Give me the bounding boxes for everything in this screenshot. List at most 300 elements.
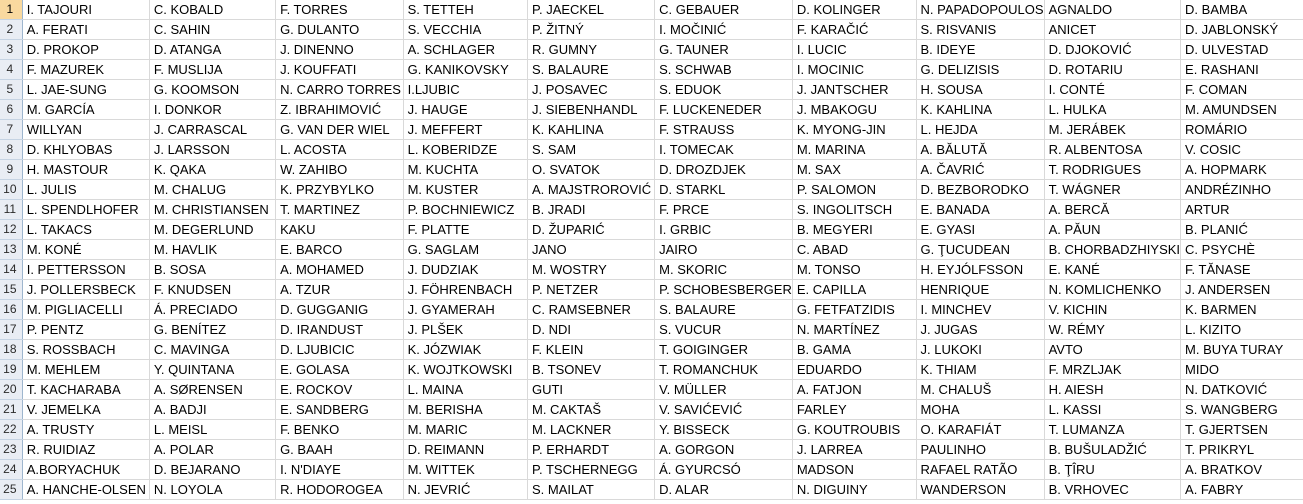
grid-cell[interactable]: D. IRANDUST (276, 320, 404, 340)
grid-cell[interactable]: FARLEY (792, 400, 916, 420)
grid-cell[interactable]: R. RUIDIAZ (22, 440, 149, 460)
grid-cell[interactable]: WILLYAN (22, 120, 149, 140)
table-row (0, 440, 1303, 460)
grid-cell[interactable]: N. KOMLICHENKO (1044, 280, 1180, 300)
grid-cell[interactable]: B. SOSA (149, 260, 275, 280)
grid-cell[interactable]: A. GORGON (655, 440, 793, 460)
grid-cell[interactable]: L. ACOSTA (276, 140, 404, 160)
grid-cell[interactable]: A. SØRENSEN (149, 380, 275, 400)
grid-cell[interactable]: L. HEJDA (916, 120, 1044, 140)
grid-cell[interactable]: J. MEFFERT (403, 120, 527, 140)
grid-cell[interactable]: D. BEJARANO (149, 460, 275, 480)
grid-cell[interactable]: D. ULVESTAD (1181, 40, 1303, 60)
grid-cell[interactable]: S. ROSSBACH (22, 340, 149, 360)
grid-cell[interactable]: A.BORYACHUK (22, 460, 149, 480)
table-row (0, 280, 1303, 300)
grid-cell[interactable]: S. SCHWAB (655, 60, 793, 80)
grid-cell[interactable]: P. SALOMON (792, 180, 916, 200)
grid-cell[interactable]: P. ŽITNÝ (527, 20, 654, 40)
grid-cell[interactable]: E. BARCO (276, 240, 404, 260)
grid-cell[interactable]: K. MYONG-JIN (792, 120, 916, 140)
grid-cell[interactable]: M. AMUNDSEN (1181, 100, 1303, 120)
grid-cell[interactable]: KAKU (276, 220, 404, 240)
grid-cell[interactable]: D. BEZBORODKO (916, 180, 1044, 200)
grid-cell[interactable]: D. LJUBICIC (276, 340, 404, 360)
grid-cell[interactable]: P. TSCHERNEGG (527, 460, 654, 480)
grid-cell[interactable]: J. JUGAS (916, 320, 1044, 340)
grid-cell[interactable]: G. SAGLAM (403, 240, 527, 260)
grid-cell[interactable]: J. MBAKOGU (792, 100, 916, 120)
grid-cell[interactable]: RAFAEL RATÃO (916, 460, 1044, 480)
row-header[interactable]: 25 (0, 480, 22, 500)
grid-cell[interactable]: B. IDEYE (916, 40, 1044, 60)
grid-cell[interactable]: T. GJERTSEN (1181, 420, 1303, 440)
grid-cell[interactable]: K. THIAM (916, 360, 1044, 380)
grid-cell[interactable]: M. WOSTRY (527, 260, 654, 280)
grid-cell[interactable]: H. MASTOUR (22, 160, 149, 180)
grid-cell[interactable]: J. CARRASCAL (149, 120, 275, 140)
grid-cell[interactable]: S. EDUOK (655, 80, 793, 100)
grid-cell[interactable]: J. LUKOKI (916, 340, 1044, 360)
grid-cell[interactable]: T. WÁGNER (1044, 180, 1180, 200)
grid-cell[interactable]: D. REIMANN (403, 440, 527, 460)
grid-cell[interactable]: M. SKORIC (655, 260, 793, 280)
row-header[interactable]: 24 (0, 460, 22, 480)
row-header[interactable]: 9 (0, 160, 22, 180)
row-header[interactable]: 2 (0, 20, 22, 40)
grid-cell[interactable]: T. PRIKRYL (1181, 440, 1303, 460)
grid-cell[interactable]: K. WOJTKOWSKI (403, 360, 527, 380)
grid-cell[interactable]: C. MAVINGA (149, 340, 275, 360)
grid-cell[interactable]: L. SPENDLHOFER (22, 200, 149, 220)
grid-cell[interactable]: A. PĂUN (1044, 220, 1180, 240)
grid-cell[interactable]: A. TZUR (276, 280, 404, 300)
grid-cell[interactable]: I. CONTÉ (1044, 80, 1180, 100)
grid-cell[interactable]: P. NETZER (527, 280, 654, 300)
grid-cell[interactable]: P. BOCHNIEWICZ (403, 200, 527, 220)
grid-cell[interactable]: J. FÖHRENBACH (403, 280, 527, 300)
grid-cell[interactable]: R. GUMNY (527, 40, 654, 60)
grid-cell[interactable]: A. MOHAMED (276, 260, 404, 280)
grid-cell[interactable]: G. KOUTROUBIS (792, 420, 916, 440)
grid-cell[interactable]: E. ROCKOV (276, 380, 404, 400)
grid-cell[interactable]: L. KASSI (1044, 400, 1180, 420)
table-row (0, 260, 1303, 280)
grid-cell[interactable]: O. KARAFIÁT (916, 420, 1044, 440)
grid-cell[interactable]: L. HULKA (1044, 100, 1180, 120)
grid-cell[interactable]: N. MARTÍNEZ (792, 320, 916, 340)
grid-cell[interactable]: MADSON (792, 460, 916, 480)
table-row (0, 360, 1303, 380)
grid-cell[interactable]: F. TĂNASE (1181, 260, 1303, 280)
grid-cell[interactable]: K. QAKA (149, 160, 275, 180)
grid-cell[interactable]: J. KOUFFATI (276, 60, 404, 80)
grid-cell[interactable]: G. KANIKOVSKY (403, 60, 527, 80)
grid-cell[interactable]: K. PRZYBYLKO (276, 180, 404, 200)
row-header[interactable]: 17 (0, 320, 22, 340)
grid-cell[interactable]: GUTI (527, 380, 654, 400)
grid-cell[interactable]: EDUARDO (792, 360, 916, 380)
grid-cell[interactable]: M. CHALUŠ (916, 380, 1044, 400)
grid-cell[interactable]: N. DIGUINY (792, 480, 916, 500)
grid-cell[interactable]: M. WITTEK (403, 460, 527, 480)
grid-cell[interactable]: M. LACKNER (527, 420, 654, 440)
table-row (0, 300, 1303, 320)
grid-cell[interactable]: B. GAMA (792, 340, 916, 360)
grid-cell[interactable]: V. SAVIĆEVIĆ (655, 400, 793, 420)
grid-cell[interactable]: B. BUŠULADŽIĆ (1044, 440, 1180, 460)
grid-cell[interactable]: D. KOLINGER (792, 0, 916, 20)
grid-cell[interactable]: C. RAMSEBNER (527, 300, 654, 320)
grid-cell[interactable]: M. PIGLIACELLI (22, 300, 149, 320)
grid-cell[interactable]: J. JANTSCHER (792, 80, 916, 100)
table-row (0, 100, 1303, 120)
grid-cell[interactable]: G. BENÍTEZ (149, 320, 275, 340)
grid-cell[interactable]: T. GOIGINGER (655, 340, 793, 360)
grid-cell[interactable]: F. BENKO (276, 420, 404, 440)
grid-cell[interactable]: R. HODOROGEA (276, 480, 404, 500)
grid-cell[interactable]: F. LUCKENEDER (655, 100, 793, 120)
grid-cell[interactable]: R. ALBENTOSA (1044, 140, 1180, 160)
grid-cell[interactable]: Á. GYURCSÓ (655, 460, 793, 480)
grid-cell[interactable]: D. PROKOP (22, 40, 149, 60)
row-header[interactable]: 11 (0, 200, 22, 220)
grid-cell[interactable]: S. VECCHIA (403, 20, 527, 40)
grid-cell[interactable]: AGNALDO (1044, 0, 1180, 20)
grid-cell[interactable]: T. RODRIGUES (1044, 160, 1180, 180)
grid-cell[interactable]: P. SCHOBESBERGER (655, 280, 793, 300)
grid-cell[interactable]: Á. PRECIADO (149, 300, 275, 320)
row-header[interactable]: 22 (0, 420, 22, 440)
grid-cell[interactable]: L. MEISL (149, 420, 275, 440)
grid-cell[interactable]: C. PSYCHÈ (1181, 240, 1303, 260)
row-header[interactable]: 1 (0, 0, 22, 20)
grid-cell[interactable]: N. JEVRIĆ (403, 480, 527, 500)
grid-cell[interactable]: E. SANDBERG (276, 400, 404, 420)
grid-cell[interactable]: F. COMAN (1181, 80, 1303, 100)
grid-cell[interactable]: MOHA (916, 400, 1044, 420)
grid-cell[interactable]: S. SAM (527, 140, 654, 160)
grid-cell[interactable]: K. KAHLINA (527, 120, 654, 140)
grid-cell[interactable]: A. BERCĂ (1044, 200, 1180, 220)
grid-cell[interactable]: PAULINHO (916, 440, 1044, 460)
grid-cell[interactable]: M. DEGERLUND (149, 220, 275, 240)
grid-cell[interactable]: T. MARTINEZ (276, 200, 404, 220)
grid-cell[interactable]: F. KARAČIĆ (792, 20, 916, 40)
row-header[interactable]: 19 (0, 360, 22, 380)
grid-cell[interactable]: Y. QUINTANA (149, 360, 275, 380)
row-header[interactable]: 20 (0, 380, 22, 400)
grid-cell[interactable]: E. CAPILLA (792, 280, 916, 300)
grid-cell[interactable]: S. RISVANIS (916, 20, 1044, 40)
grid-cell[interactable]: G. DULANTO (276, 20, 404, 40)
grid-cell[interactable]: L. KOBERIDZE (403, 140, 527, 160)
grid-cell[interactable]: J. DUDZIAK (403, 260, 527, 280)
grid-cell[interactable]: G. ŢUCUDEAN (916, 240, 1044, 260)
grid-cell[interactable]: F. KNUDSEN (149, 280, 275, 300)
grid-cell[interactable]: W. RÉMY (1044, 320, 1180, 340)
grid-cell[interactable]: H. EYJÓLFSSON (916, 260, 1044, 280)
grid-cell[interactable]: A. BRATKOV (1181, 460, 1303, 480)
grid-cell[interactable]: K. JÓZWIAK (403, 340, 527, 360)
row-header[interactable]: 18 (0, 340, 22, 360)
grid-cell[interactable]: M. JERÁBEK (1044, 120, 1180, 140)
grid-cell[interactable]: C. GEBAUER (655, 0, 793, 20)
grid-cell[interactable]: D. BAMBA (1181, 0, 1303, 20)
grid-cell[interactable]: W. ZAHIBO (276, 160, 404, 180)
grid-cell[interactable]: ROMÁRIO (1181, 120, 1303, 140)
grid-cell[interactable]: D. JABLONSKÝ (1181, 20, 1303, 40)
grid-cell[interactable]: M. CHALUG (149, 180, 275, 200)
grid-cell[interactable]: F. PLATTE (403, 220, 527, 240)
grid-cell[interactable]: A. TRUSTY (22, 420, 149, 440)
grid-cell[interactable]: ARTUR (1181, 200, 1303, 220)
grid-cell[interactable]: M. HAVLIK (149, 240, 275, 260)
grid-cell[interactable]: S. WANGBERG (1181, 400, 1303, 420)
table-row (0, 380, 1303, 400)
grid-cell[interactable]: M. KUSTER (403, 180, 527, 200)
grid-cell[interactable]: J. DINENNO (276, 40, 404, 60)
grid-cell[interactable]: WANDERSON (916, 480, 1044, 500)
grid-cell[interactable]: A. FERATI (22, 20, 149, 40)
grid-cell[interactable]: D. STARKL (655, 180, 793, 200)
grid-cell[interactable]: J. GYAMERAH (403, 300, 527, 320)
grid-cell[interactable]: I. PETTERSSON (22, 260, 149, 280)
grid-cell[interactable]: D. ROTARIU (1044, 60, 1180, 80)
grid-cell[interactable]: V. COSIC (1181, 140, 1303, 160)
grid-cell[interactable]: L. JULIS (22, 180, 149, 200)
table-row (0, 20, 1303, 40)
table-row (0, 0, 1303, 20)
grid-cell[interactable]: I. TOMECAK (655, 140, 793, 160)
grid-cell[interactable]: B. MEGYERI (792, 220, 916, 240)
row-header[interactable]: 4 (0, 60, 22, 80)
grid-cell[interactable]: E. BANADA (916, 200, 1044, 220)
grid-cell[interactable]: M. KONÉ (22, 240, 149, 260)
grid-cell[interactable]: I. MOČINIĆ (655, 20, 793, 40)
grid-cell[interactable]: F. MUSLIJA (149, 60, 275, 80)
grid-cell[interactable]: N. PAPADOPOULOS (916, 0, 1044, 20)
grid-cell[interactable]: T. LUMANZA (1044, 420, 1180, 440)
grid-cell[interactable]: A. POLAR (149, 440, 275, 460)
grid-cell[interactable]: C. ABAD (792, 240, 916, 260)
grid-cell[interactable]: F. TORRES (276, 0, 404, 20)
grid-cell[interactable]: J. LARSSON (149, 140, 275, 160)
grid-cell[interactable]: A. ČAVRIĆ (916, 160, 1044, 180)
grid-cell[interactable]: G. KOOMSON (149, 80, 275, 100)
table-row (0, 460, 1303, 480)
grid-cell[interactable]: I.LJUBIC (403, 80, 527, 100)
grid-cell[interactable]: I. N'DIAYE (276, 460, 404, 480)
grid-cell[interactable]: N. CARRO TORRES (276, 80, 404, 100)
grid-cell[interactable]: B. ŢÎRU (1044, 460, 1180, 480)
table-row (0, 240, 1303, 260)
table-row (0, 320, 1303, 340)
grid-cell[interactable]: D. DROZDJEK (655, 160, 793, 180)
table-row (0, 340, 1303, 360)
grid-cell[interactable]: N. LOYOLA (149, 480, 275, 500)
table-row (0, 120, 1303, 140)
grid-cell[interactable]: B. PLANIĆ (1181, 220, 1303, 240)
grid-cell[interactable]: B. CHORBADZHIYSKI (1044, 240, 1180, 260)
row-header[interactable]: 13 (0, 240, 22, 260)
grid-cell[interactable]: MIDO (1181, 360, 1303, 380)
grid-cell[interactable]: P. JAECKEL (527, 0, 654, 20)
grid-cell[interactable]: D. DJOKOVIĆ (1044, 40, 1180, 60)
grid-cell[interactable]: B. JRADI (527, 200, 654, 220)
grid-cell[interactable]: G. VAN DER WIEL (276, 120, 404, 140)
grid-cell[interactable]: F. MRZLJAK (1044, 360, 1180, 380)
grid-cell[interactable]: D. KHLYOBAS (22, 140, 149, 160)
grid-cell[interactable]: A. FATJON (792, 380, 916, 400)
grid-cell[interactable]: T. KACHARABA (22, 380, 149, 400)
grid-cell[interactable]: V. JEMELKA (22, 400, 149, 420)
table-row (0, 40, 1303, 60)
grid-cell[interactable]: E. RASHANI (1181, 60, 1303, 80)
grid-cell[interactable]: M. MARINA (792, 140, 916, 160)
grid-cell[interactable]: J. HAUGE (403, 100, 527, 120)
table-row (0, 200, 1303, 220)
grid-cell[interactable]: V. KICHIN (1044, 300, 1180, 320)
grid-cell[interactable]: J. SIEBENHANDL (527, 100, 654, 120)
row-header[interactable]: 8 (0, 140, 22, 160)
grid-cell[interactable]: HENRIQUE (916, 280, 1044, 300)
grid-cell[interactable]: J. PLŠEK (403, 320, 527, 340)
grid-cell[interactable]: J. ANDERSEN (1181, 280, 1303, 300)
grid-cell[interactable]: L. MAINA (403, 380, 527, 400)
row-header[interactable]: 15 (0, 280, 22, 300)
grid-cell[interactable]: P. PENTZ (22, 320, 149, 340)
grid-cell[interactable]: I. LUCIC (792, 40, 916, 60)
grid-cell[interactable]: F. KLEIN (527, 340, 654, 360)
grid-cell[interactable]: D. GUGGANIG (276, 300, 404, 320)
grid-cell[interactable]: AVTO (1044, 340, 1180, 360)
grid-cell[interactable]: M. MEHLEM (22, 360, 149, 380)
grid-cell[interactable]: JANO (527, 240, 654, 260)
grid-cell[interactable]: C. KOBALD (149, 0, 275, 20)
grid-cell[interactable]: V. MÜLLER (655, 380, 793, 400)
grid-cell[interactable]: K. KAHLINA (916, 100, 1044, 120)
grid-cell[interactable]: J. POSAVEC (527, 80, 654, 100)
grid-cell[interactable]: ANICET (1044, 20, 1180, 40)
grid-cell[interactable]: A. FABRY (1181, 480, 1303, 500)
grid-cell[interactable]: S. TETTEH (403, 0, 527, 20)
table-row (0, 400, 1303, 420)
grid-cell[interactable]: A. HOPMARK (1181, 160, 1303, 180)
grid-cell[interactable]: G. FETFATZIDIS (792, 300, 916, 320)
grid-cell[interactable]: S. MAILAT (527, 480, 654, 500)
grid-cell[interactable]: M. TONSO (792, 260, 916, 280)
grid-cell[interactable]: M. BERISHA (403, 400, 527, 420)
grid-cell[interactable]: F. MAZUREK (22, 60, 149, 80)
grid-cell[interactable]: M. SAX (792, 160, 916, 180)
grid-cell[interactable]: Z. IBRAHIMOVIĆ (276, 100, 404, 120)
grid-cell[interactable]: G. BAAH (276, 440, 404, 460)
grid-cell[interactable]: J. POLLERSBECK (22, 280, 149, 300)
grid-cell[interactable]: S. BALAURE (527, 60, 654, 80)
table-row (0, 140, 1303, 160)
grid-cell[interactable]: P. ERHARDT (527, 440, 654, 460)
grid-cell[interactable]: D. NDI (527, 320, 654, 340)
grid-cell[interactable]: H. AIESH (1044, 380, 1180, 400)
row-header[interactable]: 6 (0, 100, 22, 120)
grid-cell[interactable]: I. DONKOR (149, 100, 275, 120)
grid-cell[interactable]: JAIRO (655, 240, 793, 260)
grid-cell[interactable]: I. MOCINIC (792, 60, 916, 80)
grid-cell[interactable]: I. MINCHEV (916, 300, 1044, 320)
grid-cell[interactable]: B. VRHOVEC (1044, 480, 1180, 500)
table-row (0, 80, 1303, 100)
grid-cell[interactable]: C. SAHIN (149, 20, 275, 40)
grid-cell[interactable]: M. MARIC (403, 420, 527, 440)
grid-cell[interactable]: S. BALAURE (655, 300, 793, 320)
grid-cell[interactable]: N. DATKOVIĆ (1181, 380, 1303, 400)
grid-cell[interactable]: E. GOLASA (276, 360, 404, 380)
grid-cell[interactable]: K. BARMEN (1181, 300, 1303, 320)
grid-cell[interactable]: L. JAE-SUNG (22, 80, 149, 100)
row-header[interactable]: 3 (0, 40, 22, 60)
table-row (0, 480, 1303, 500)
table-row (0, 160, 1303, 180)
row-header[interactable]: 14 (0, 260, 22, 280)
grid-cell[interactable]: A. BĂLUTĂ (916, 140, 1044, 160)
grid-cell[interactable]: G. TAUNER (655, 40, 793, 60)
grid-cell[interactable]: D. ALAR (655, 480, 793, 500)
grid-cell[interactable]: S. INGOLITSCH (792, 200, 916, 220)
grid-cell[interactable]: M. CHRISTIANSEN (149, 200, 275, 220)
grid-cell[interactable]: B. TSONEV (527, 360, 654, 380)
row-header[interactable]: 12 (0, 220, 22, 240)
table-row (0, 60, 1303, 80)
grid-cell[interactable]: A. MAJSTROROVIĆ (527, 180, 654, 200)
grid-cell[interactable]: M. CAKTAŠ (527, 400, 654, 420)
grid-cell[interactable]: E. GYASI (916, 220, 1044, 240)
grid-cell[interactable]: O. SVATOK (527, 160, 654, 180)
row-header[interactable]: 5 (0, 80, 22, 100)
grid-cell[interactable]: M. KUCHTA (403, 160, 527, 180)
grid-cell[interactable]: J. LARREA (792, 440, 916, 460)
grid-cell[interactable]: M. BUYA TURAY (1181, 340, 1303, 360)
grid-cell[interactable]: S. VUCUR (655, 320, 793, 340)
grid-cell[interactable]: Y. BISSECK (655, 420, 793, 440)
table-row (0, 220, 1303, 240)
grid-cell[interactable]: H. SOUSA (916, 80, 1044, 100)
grid-cell[interactable]: M. GARCÍA (22, 100, 149, 120)
grid-cell[interactable]: A. SCHLAGER (403, 40, 527, 60)
grid-cell[interactable]: ANDRÉZINHO (1181, 180, 1303, 200)
row-header[interactable]: 21 (0, 400, 22, 420)
grid-cell[interactable]: F. STRAUSS (655, 120, 793, 140)
table-row (0, 420, 1303, 440)
grid-cell[interactable]: L. TAKACS (22, 220, 149, 240)
grid-cell[interactable]: D. ŽUPARIĆ (527, 220, 654, 240)
grid-cell[interactable]: G. DELIZISIS (916, 60, 1044, 80)
grid-cell[interactable]: A. BADJI (149, 400, 275, 420)
grid-cell[interactable]: A. HANCHE-OLSEN (22, 480, 149, 500)
row-header[interactable]: 16 (0, 300, 22, 320)
grid-cell[interactable]: L. KIZITO (1181, 320, 1303, 340)
row-header[interactable]: 23 (0, 440, 22, 460)
grid-cell[interactable]: T. ROMANCHUK (655, 360, 793, 380)
grid-cell[interactable]: E. KANÉ (1044, 260, 1180, 280)
grid-cell[interactable]: F. PRCE (655, 200, 793, 220)
grid-cell[interactable]: D. ATANGA (149, 40, 275, 60)
row-header[interactable]: 10 (0, 180, 22, 200)
table-row (0, 180, 1303, 200)
grid-cell[interactable]: I. GRBIC (655, 220, 793, 240)
row-header[interactable]: 7 (0, 120, 22, 140)
grid-cell[interactable]: I. TAJOURI (22, 0, 149, 20)
